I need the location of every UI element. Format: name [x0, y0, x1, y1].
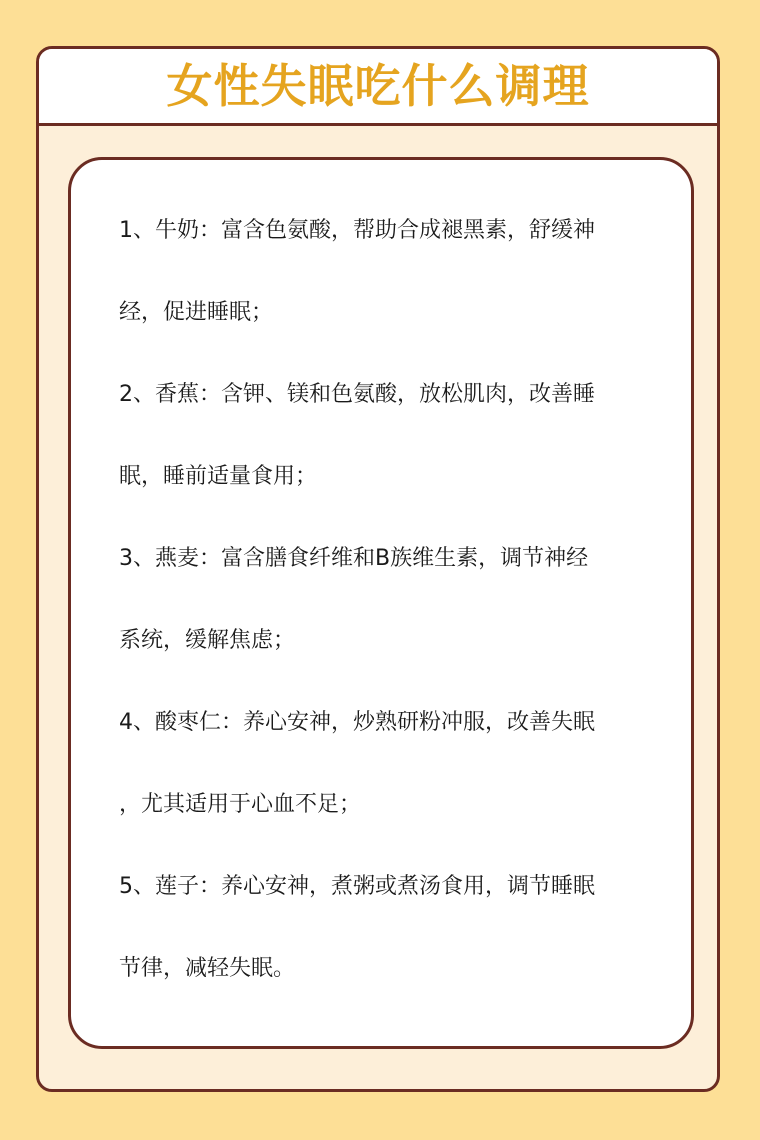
- item-line: 4、酸枣仁：养心安神，炒熟研粉冲服，改善失眠: [119, 710, 595, 735]
- page-title: 女性失眠吃什么调理: [166, 59, 590, 113]
- item-line: 1、牛奶：富含色氨酸，帮助合成褪黑素，舒缓神: [119, 218, 595, 243]
- content-box: [68, 157, 694, 1049]
- item-line: ，尤其适用于心血不足；: [119, 792, 362, 817]
- item-line: 经，促进睡眠；: [119, 300, 274, 325]
- item-list: [119, 190, 649, 1010]
- list-item: [119, 682, 649, 846]
- item-line: 眠，睡前适量食用；: [119, 464, 318, 489]
- list-item: [119, 518, 649, 682]
- item-line: 5、莲子：养心安神，煮粥或煮汤食用，调节睡眠: [119, 874, 595, 899]
- card: [36, 46, 720, 1092]
- title-band: [39, 49, 717, 126]
- item-line: 节律，减轻失眠。: [119, 956, 296, 981]
- item-line: 2、香蕉：含钾、镁和色氨酸，放松肌肉，改善睡: [119, 382, 595, 407]
- list-item: [119, 354, 649, 518]
- list-item: [119, 846, 649, 1010]
- item-line: 3、燕麦：富含膳食纤维和B族维生素，调节神经: [119, 546, 589, 571]
- list-item: [119, 190, 649, 354]
- item-line: 系统，缓解焦虑；: [119, 628, 296, 653]
